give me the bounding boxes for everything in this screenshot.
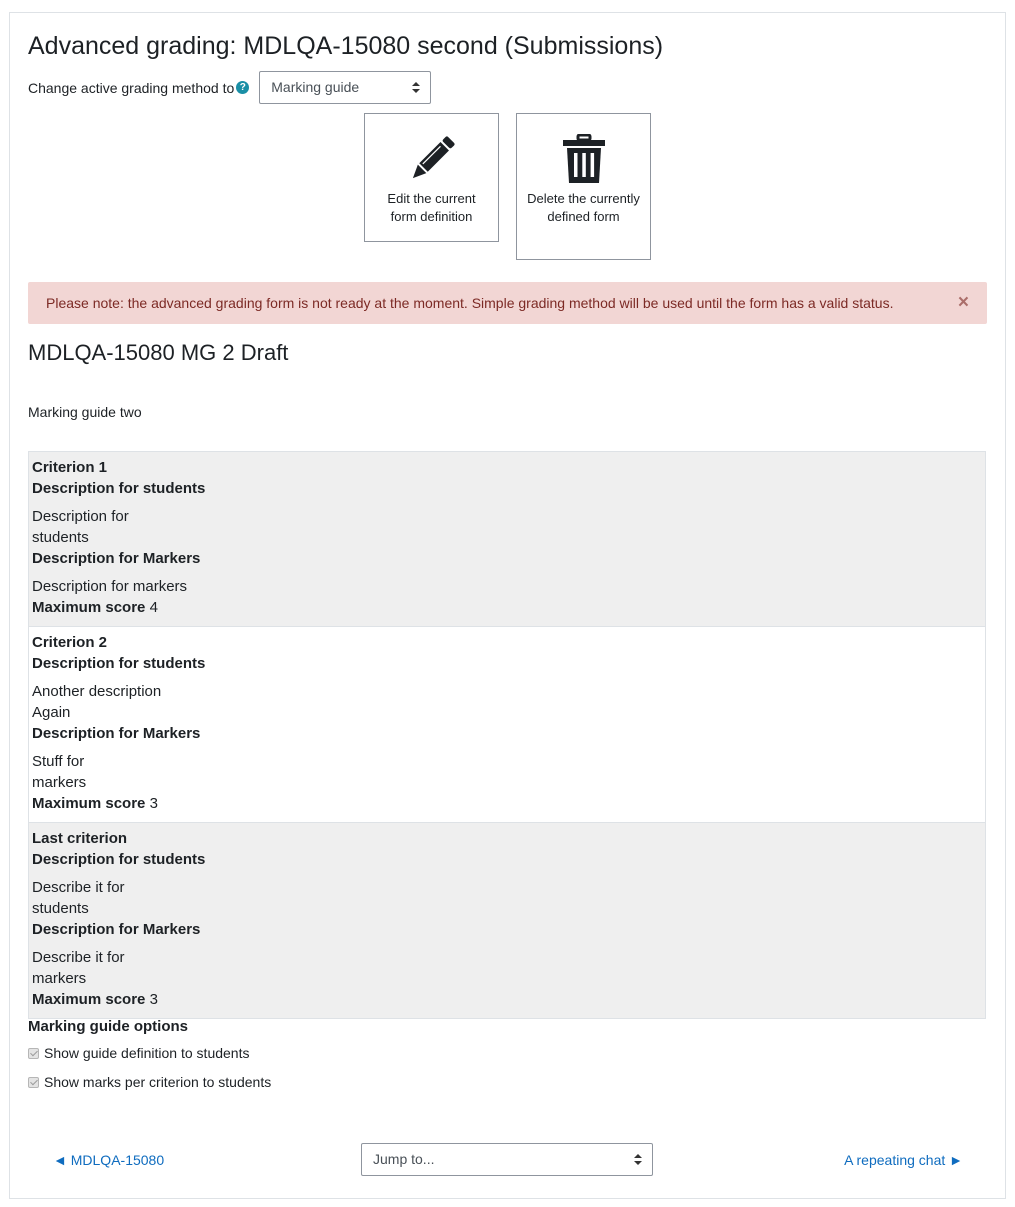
delete-form-label: Delete the currently defined form [527, 191, 640, 224]
criteria-table [28, 451, 986, 1019]
grading-method-selected: Marking guide [271, 79, 360, 95]
criterion-name: Last criterion [32, 830, 128, 847]
criterion-row [29, 626, 985, 822]
delete-form-button[interactable] [516, 113, 651, 260]
trash-icon [561, 134, 607, 184]
guide-description: Marking guide two [28, 404, 142, 420]
markers-heading: Description for Markers [32, 921, 201, 938]
max-score-label: Maximum score [32, 795, 146, 812]
students-description: Another description Again [32, 683, 162, 721]
markers-heading: Description for Markers [32, 725, 201, 742]
students-heading: Description for students [32, 480, 206, 497]
markers-description: Description for markers [32, 578, 188, 595]
max-score [32, 989, 982, 1010]
question-circle-icon[interactable]: ? [236, 81, 249, 94]
edit-form-button[interactable] [364, 113, 499, 242]
previous-activity-link[interactable]: ◄ MDLQA-15080 [53, 1152, 165, 1168]
show-marks-checkbox [28, 1077, 39, 1088]
show-definition-option [28, 1044, 271, 1062]
grading-method-select[interactable] [259, 71, 431, 104]
criterion-name: Criterion 2 [32, 634, 108, 651]
jump-to-selected: Jump to... [373, 1151, 435, 1167]
markers-heading: Description for Markers [32, 550, 201, 567]
pencil-icon [407, 134, 457, 184]
students-description: Description for students [32, 508, 129, 546]
show-marks-label: Show marks per criterion to students [44, 1074, 272, 1090]
show-marks-option [28, 1073, 271, 1091]
edit-form-label: Edit the current form definition [387, 191, 476, 224]
criterion-row [29, 452, 985, 626]
show-definition-label: Show guide definition to students [44, 1045, 250, 1061]
markers-description: Stuff for markers [32, 753, 87, 791]
students-heading: Description for students [32, 655, 206, 672]
max-score-value: 3 [149, 795, 158, 812]
show-definition-checkbox [28, 1048, 39, 1059]
criterion-name: Criterion 1 [32, 459, 108, 476]
form-status-alert [28, 282, 987, 324]
grading-method-label: Change active grading method to [28, 79, 235, 96]
marking-guide-options [28, 1018, 271, 1091]
options-title: Marking guide options [28, 1018, 188, 1035]
next-activity-link[interactable]: A repeating chat ► [844, 1152, 963, 1168]
max-score-label: Maximum score [32, 991, 146, 1008]
max-score-value: 4 [149, 599, 158, 616]
page-title: Advanced grading: MDLQA-15080 second (Submissions) [28, 32, 664, 60]
max-score-label: Maximum score [32, 599, 146, 616]
select-arrows-icon [634, 1154, 642, 1165]
markers-description: Describe it for markers [32, 949, 125, 987]
students-heading: Description for students [32, 851, 206, 868]
students-description: Describe it for students [32, 879, 125, 917]
max-score [32, 793, 982, 814]
grading-method-row [28, 71, 431, 104]
criterion-row [29, 822, 985, 1018]
jump-to-select[interactable] [361, 1143, 653, 1176]
guide-title: MDLQA-15080 MG 2 Draft [28, 340, 289, 365]
max-score [32, 597, 982, 618]
max-score-value: 3 [149, 991, 158, 1008]
alert-text: Please note: the advanced grading form is not ready at the moment. Simple grading method will be used until the form has a valid status. [46, 295, 894, 311]
select-arrows-icon [412, 82, 420, 93]
close-icon[interactable]: × [957, 292, 969, 313]
